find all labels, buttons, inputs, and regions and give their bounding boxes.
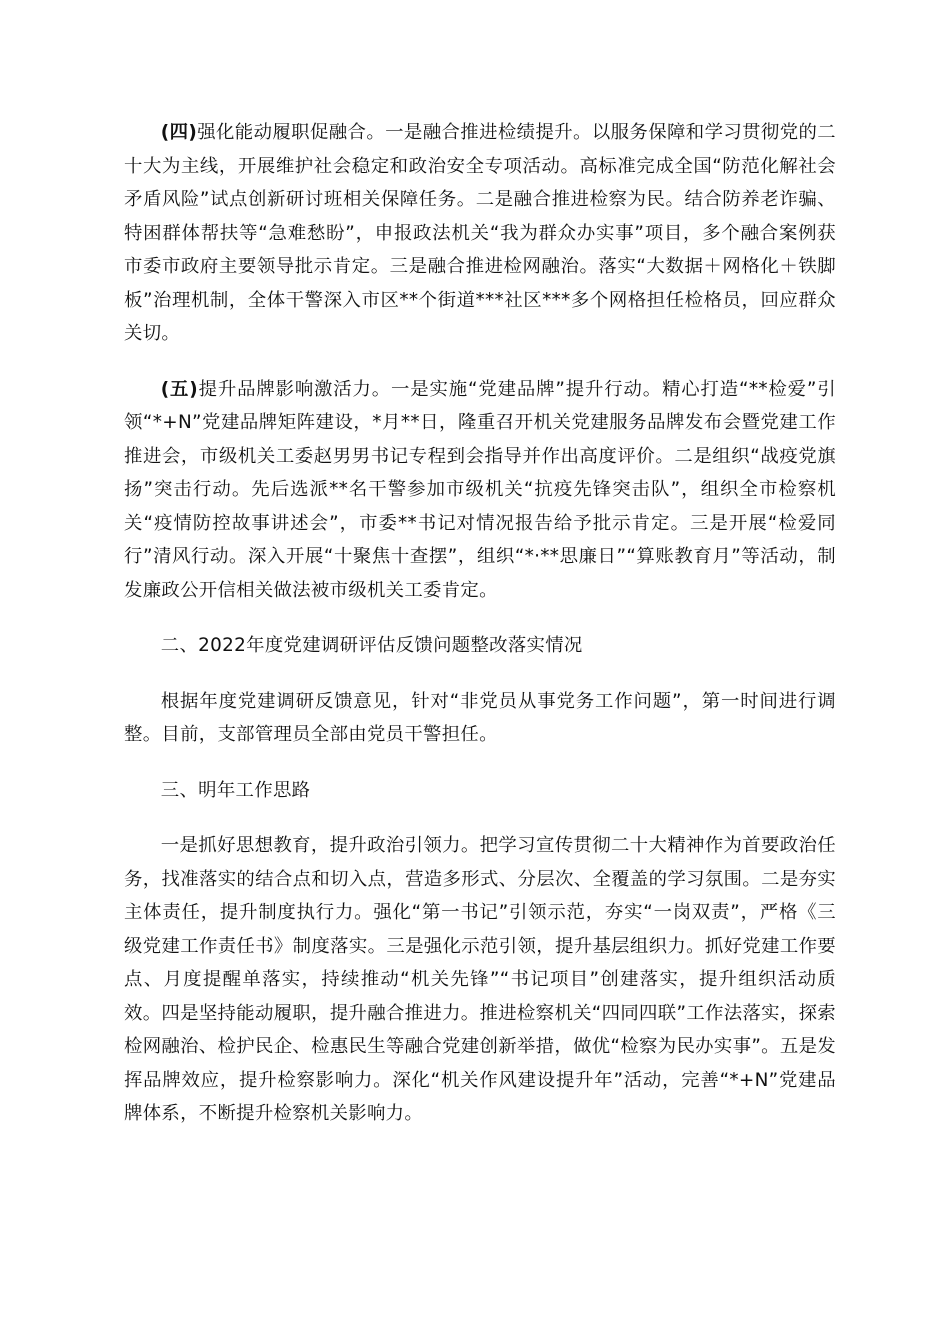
paragraph-section-five (124, 373, 836, 608)
paragraph-text: 强化能动履职促融合。一是融合推进检绩提升。以服务保障和学习贯彻党的二十大为主线，开展维护社会稳定和政治安全专项活动。高标准完成全国“防范化解社会矛盾风险”试点创新研讨班相关保障任务。二是融合推进检察为民。结合防养老诈骗、特困群体帮扶等“急难愁盼”，申报政法机关“我为群众办实事”项目，多个融合案例获市委市政府主要领导批示肯定。三是融合推进检网融治。落实“大数据＋网格化＋铁脚板”治理机制，全体干警深入市区**个街道***社区***多个网格担任检格员，回应群众关切。 (124, 122, 837, 344)
document-page (124, 116, 836, 1153)
paragraph-next-year-plan: 一是抓好思想教育，提升政治引领力。把学习宣传贯彻二十大精神作为首要政治任务，找准落实的结合点和切入点，营造多形式、分层次、全覆盖的学习氛围。二是夯实主体责任，提升制度执行力。强化“第一书记”引领示范，夯实“一岗双责”，严格《三级党建工作责任书》制度落实。三是强化示范引领，提升基层组织力。抓好党建工作要点、月度提醒单落实，持续推动“机关先锋”“书记项目”创建落实，提升组织活动质效。四是坚持能动履职，提升融合推进力。推进检察机关“四同四联”工作法落实，探索检网融治、检护民企、检惠民生等融合党建创新举措，做优“检察为民办实事”。五是发挥品牌效应，提升检察影响力。深化“机关作风建设提升年”活动，完善“*+N”党建品牌体系，不断提升检察机关影响力。 (124, 835, 836, 1124)
section-heading-three: 三、明年工作思路 (160, 779, 311, 801)
paragraph-rectification: 根据年度党建调研反馈意见，针对“非党员从事党务工作问题”，第一时间进行调整。目前，支部管理员全部由党员干警担任。 (124, 690, 836, 745)
section-number-four: (四) (160, 122, 198, 143)
paragraph-section-four (124, 116, 836, 351)
section-heading-two: 二、2022年度党建调研评估反馈问题整改落实情况 (160, 635, 583, 656)
paragraph-text: 提升品牌影响激活力。一是实施“党建品牌”提升行动。精心打造“**检爱”引领“*+N”党建品牌矩阵建设，*月**日，隆重召开机关党建服务品牌发布会暨党建工作推进会，市级机关工委赵男男书记专程到会指导并作出高度评价。二是组织“战疫党旗扬”突击行动。先后选派**名干警参加市级机关“抗疫先锋突击队”，组织全市检察机关“疫情防控故事讲述会”，市委**书记对情况报告给予批示肯定。三是开展“检爱同行”清风行动。深入开展“十聚焦十查摆”，组织“*·**思廉日”“算账教育月”等活动，制发廉政公开信相关做法被市级机关工委肯定。 (124, 378, 836, 601)
section-number-five: (五) (160, 378, 199, 400)
